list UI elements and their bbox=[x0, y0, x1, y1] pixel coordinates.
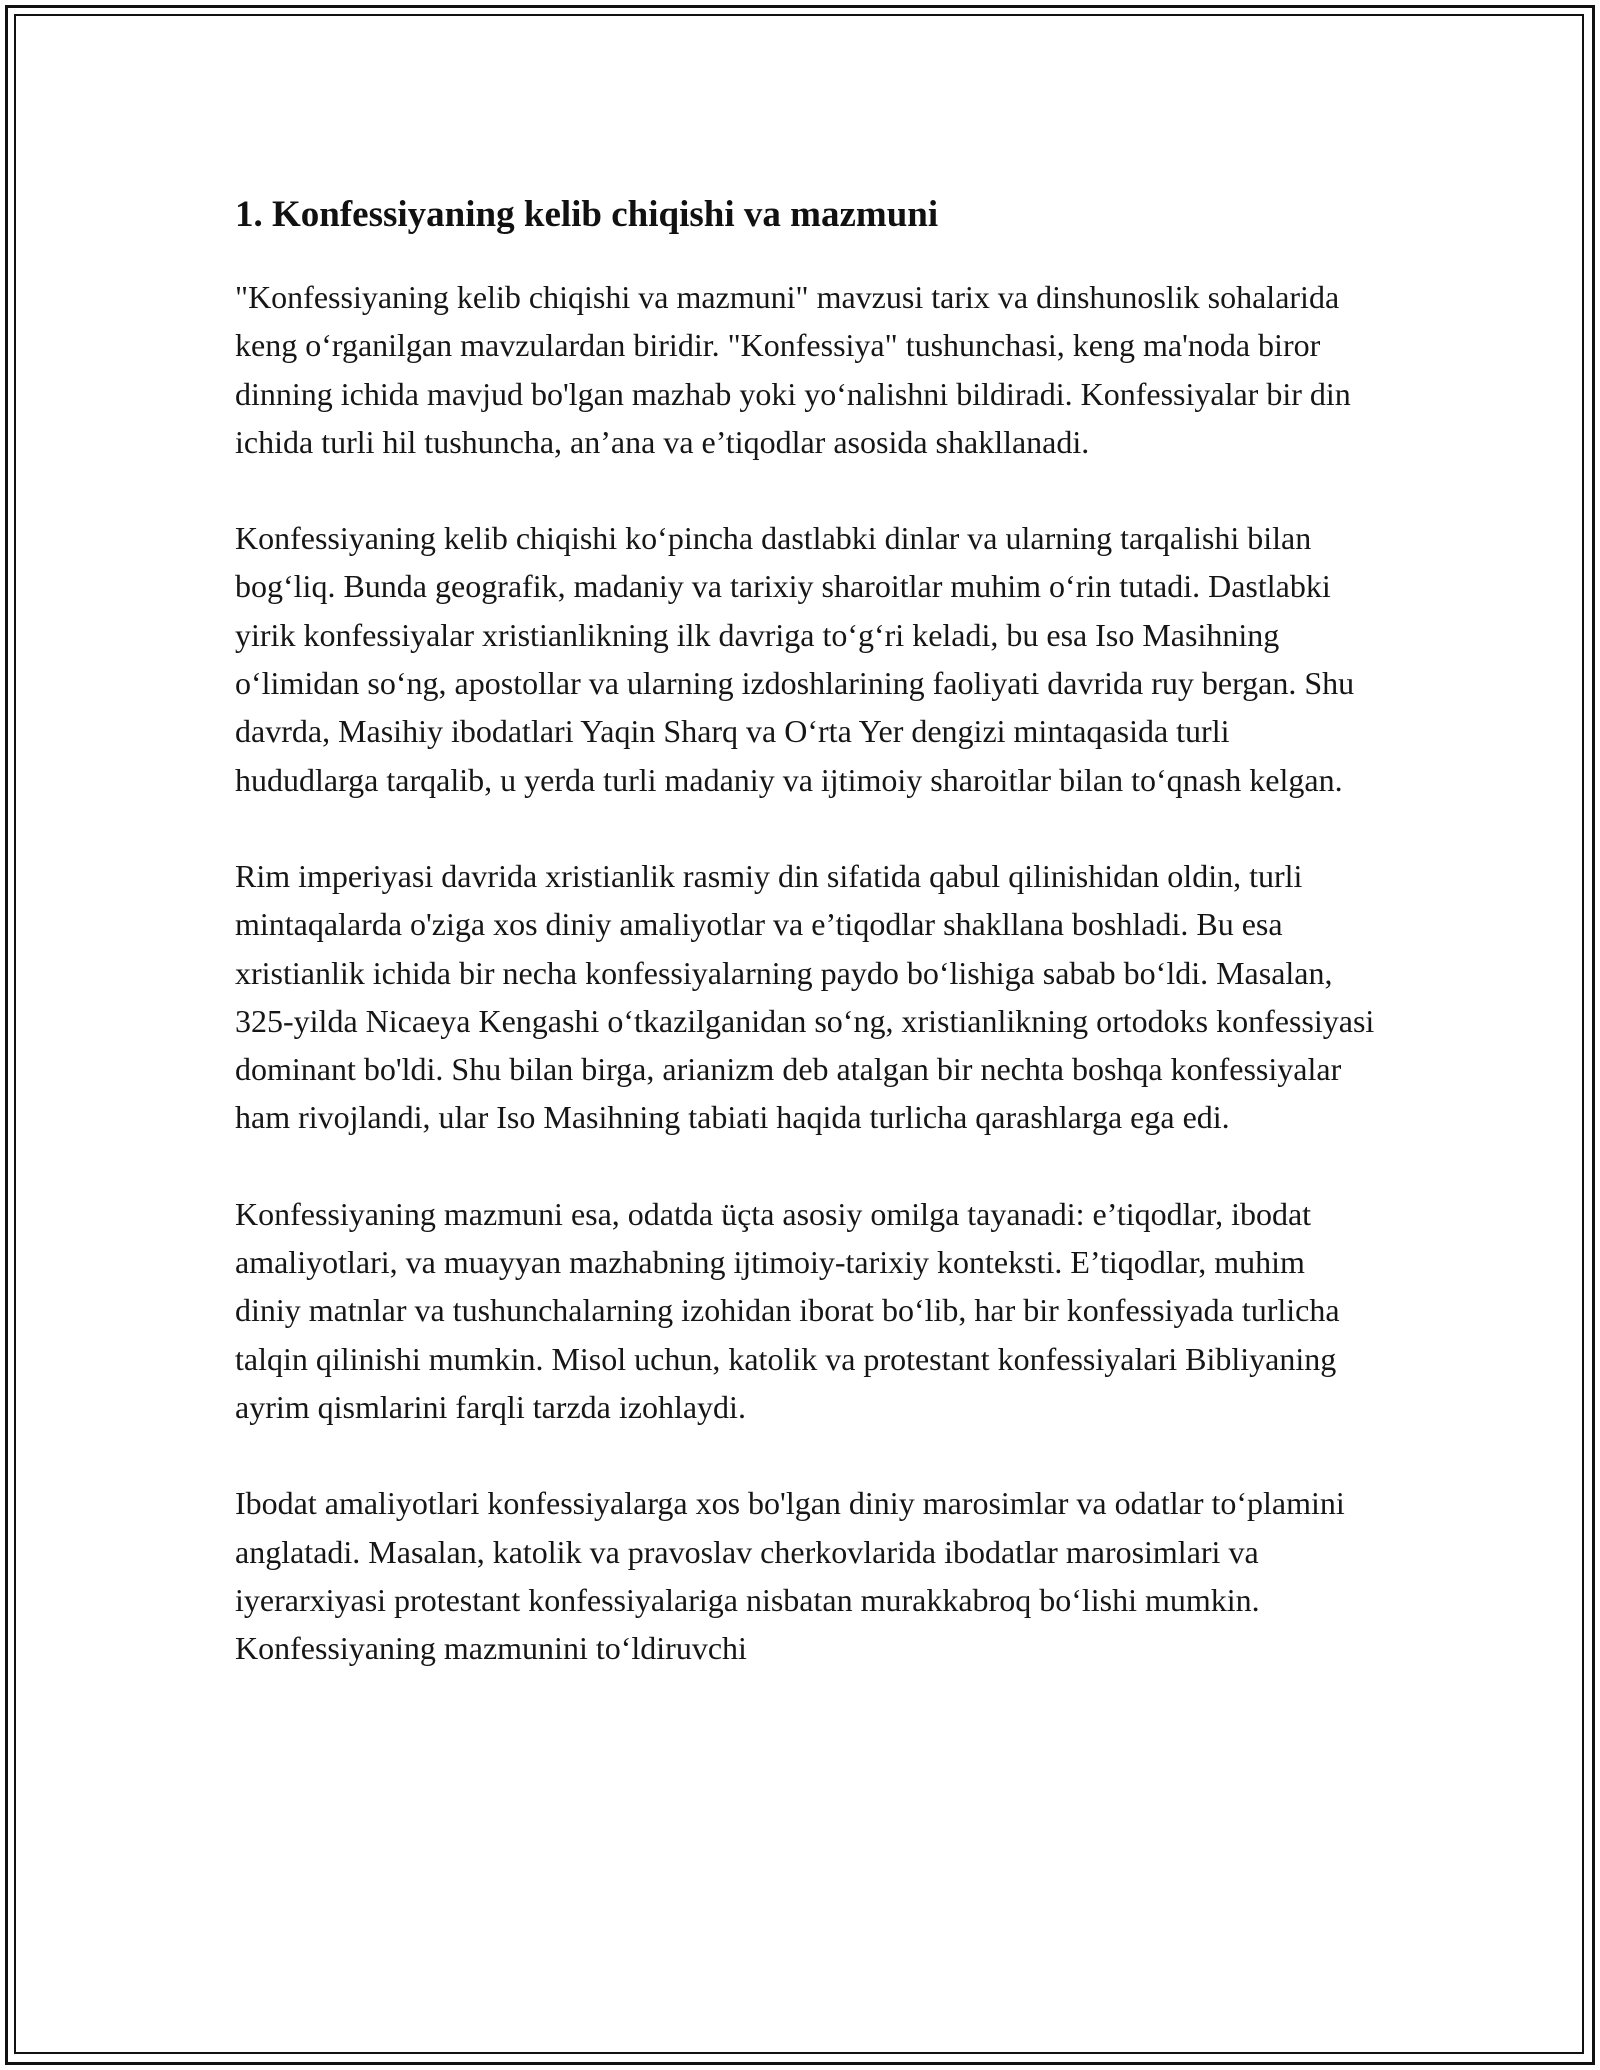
document-body bbox=[235, 185, 1375, 1672]
paragraph-5: Ibodat amaliyotlari konfessiyalarga xos bo'lgan diniy marosimlar va odatlar to‘plamini anglatadi. Masalan, katolik va pravoslav cherkovlarida ibodatlar marosimlari va iyerarxiyasi protestant konfessiyalariga nisbatan murakkabroq bo‘lishi mumkin. Konfessiyaning mazmunini to‘ldiruvchi bbox=[235, 1485, 1345, 1667]
section-heading: 1. Konfessiyaning kelib chiqishi va mazmuni bbox=[235, 194, 939, 235]
paragraph-4: Konfessiyaning mazmuni esa, odatda üçta asosiy omilga tayanadi: e’tiqodlar, ibodat amaliyotlari, va muayyan mazhabning ijtimoiy-tarixiy konteksti. E’tiqodlar, muhim diniy matnlar va tushunchalarning izohidan iborat bo‘lib, har bir konfessiyada turlicha talqin qilinishi mumkin. Misol uchun, katolik va protestant konfessiyalari Bibliyaning ayrim qismlarini farqli tarzda izohlaydi. bbox=[235, 1195, 1340, 1425]
paragraph-2: Konfessiyaning kelib chiqishi ko‘pincha dastlabki dinlar va ularning tarqalishi bilan bog‘liq. Bunda geografik, madaniy va tarixiy sharoitlar muhim o‘rin tutadi. Dastlabki yirik konfessiyalar xristianlikning ilk davriga to‘g‘ri keladi, bu esa Iso Masihning o‘limidan so‘ng, apostollar va ularning izdoshlarining faoliyati davrida ruy bergan. Shu davrda, Masihiy ibodatlari Yaqin Sharq va O‘rta Yer dengizi mintaqasida turli hududlarga tarqalib, u yerda turli madaniy va ijtimoiy sharoitlar bilan to‘qnash kelgan. bbox=[235, 520, 1355, 798]
paragraph-1: "Konfessiyaning kelib chiqishi va mazmuni" mavzusi tarix va dinshunoslik sohalarida keng o‘rganilgan mavzulardan biridir. "Konfessiya" tushunchasi, keng ma'noda biror dinning ichida mavjud bo'lgan mazhab yoki yo‘nalishni bildiradi. Konfessiyalar bir din ichida turli hil tushuncha, an’ana va e’tiqodlar asosida shakllanadi. bbox=[235, 279, 1351, 460]
paragraph-3: Rim imperiyasi davrida xristianlik rasmiy din sifatida qabul qilinishidan oldin, turli mintaqalarda o'ziga xos diniy amaliyotlar va e’tiqodlar shakllana boshladi. Bu esa xristianlik ichida bir necha konfessiyalarning paydo bo‘lishiga sabab bo‘ldi. Masalan, 325-yilda Nicaeya Kengashi o‘tkazilganidan so‘ng, xristianlikning ortodoks konfessiyasi dominant bo'ldi. Shu bilan birga, arianizm deb atalgan bir nechta boshqa konfessiyalar ham rivojlandi, ular Iso Masihning tabiati haqida turlicha qarashlarga ega edi. bbox=[235, 857, 1375, 1136]
